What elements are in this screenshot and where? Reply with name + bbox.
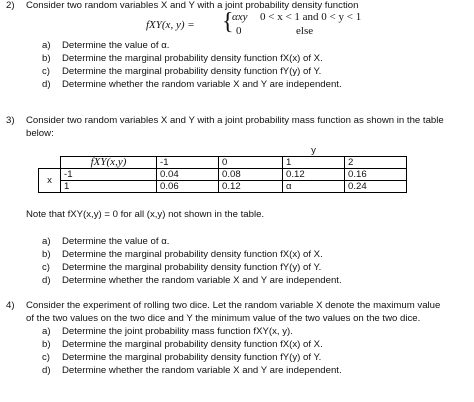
q2-item-text: Determine the marginal probability density function fX(x) of X. [62,53,323,64]
x-axis-label: x [39,169,61,193]
q2-item-letter: d) [42,79,51,90]
q4-item-letter: b) [42,339,51,350]
q4-item-letter: c) [42,352,50,363]
q3-item-letter: b) [42,249,51,260]
table-cell: 0.08 [219,169,283,181]
q2-item-text: Determine the marginal probability density function fY(y) of Y. [62,66,322,77]
table-cell: 0.16 [345,169,407,181]
q4-item-text: Determine the joint probability mass function fXY(x, y). [62,326,293,337]
q2-case1-expr: αxy [232,11,248,23]
table-row-header: -1 [61,169,157,181]
q4-item-text: Determine whether the random variable X and Y are independent. [62,365,342,376]
q2-item-letter: b) [42,53,51,64]
q3-item-letter: d) [42,275,51,286]
q2-brace: { [222,9,234,35]
q4-item-text: Determine the marginal probability density function fX(x) of X. [62,339,323,350]
q2-stem: Consider two random variables X and Y with a joint probability density function [26,0,359,11]
q2-item-letter: c) [42,66,50,77]
table-row [39,181,407,193]
q2-case1-cond: 0 < x < 1 and 0 < y < 1 [260,11,362,23]
q2-number: 2) [6,0,15,11]
q4-stem-line2: of the two values on the two dice and Y the minimum value of the two values on the two dice. [26,313,421,324]
table-cell: 0.04 [157,169,219,181]
q3-item-text: Determine the value of α. [62,236,170,247]
table-corner-header: fXY(x,y) [61,157,157,169]
q3-number: 3) [6,115,15,126]
table-row [39,145,407,157]
table-header-cell: 0 [219,157,283,169]
q2-item-text: Determine whether the random variable X and Y are independent. [62,79,342,90]
table-cell: α [283,181,345,193]
q2-item-text: Determine the value of α. [62,40,170,51]
q4-item-letter: d) [42,365,51,376]
y-axis-label: y [311,145,316,156]
table-cell: 0.24 [345,181,407,193]
table-row [39,169,407,181]
q3-note: Note that fXY(x,y) = 0 for all (x,y) not shown in the table. [26,209,265,220]
table-row-header: 1 [61,181,157,193]
pmf-table [38,145,407,193]
q3-stem-line1: Consider two random variables X and Y with a joint probability mass function as shown in the table [26,115,444,126]
q4-number: 4) [6,300,15,311]
table-cell: 0.12 [219,181,283,193]
q3-item-letter: a) [42,236,51,247]
table-header-cell: 2 [345,157,407,169]
q4-item-letter: a) [42,326,51,337]
table-row [39,157,407,169]
q3-stem-line2: below: [26,128,54,139]
q2-case2-expr: 0 [236,25,242,37]
q3-item-letter: c) [42,262,50,273]
q3-item-text: Determine whether the random variable X and Y are independent. [62,275,342,286]
q2-pdf-lhs: fXY(x, y) = [146,19,195,31]
table-cell: 0.12 [283,169,345,181]
q3-item-text: Determine the marginal probability density function fX(x) of X. [62,249,323,260]
table-header-cell: 1 [283,157,345,169]
q3-item-text: Determine the marginal probability density function fY(y) of Y. [62,262,322,273]
q2-case2-cond: else [296,25,314,37]
q2-item-letter: a) [42,40,51,51]
table-header-cell: -1 [157,157,219,169]
q4-stem-line1: Consider the experiment of rolling two dice. Let the random variable X denote the maximum value [26,300,441,311]
table-cell: 0.06 [157,181,219,193]
q4-item-text: Determine the marginal probability density function fY(y) of Y. [62,352,322,363]
